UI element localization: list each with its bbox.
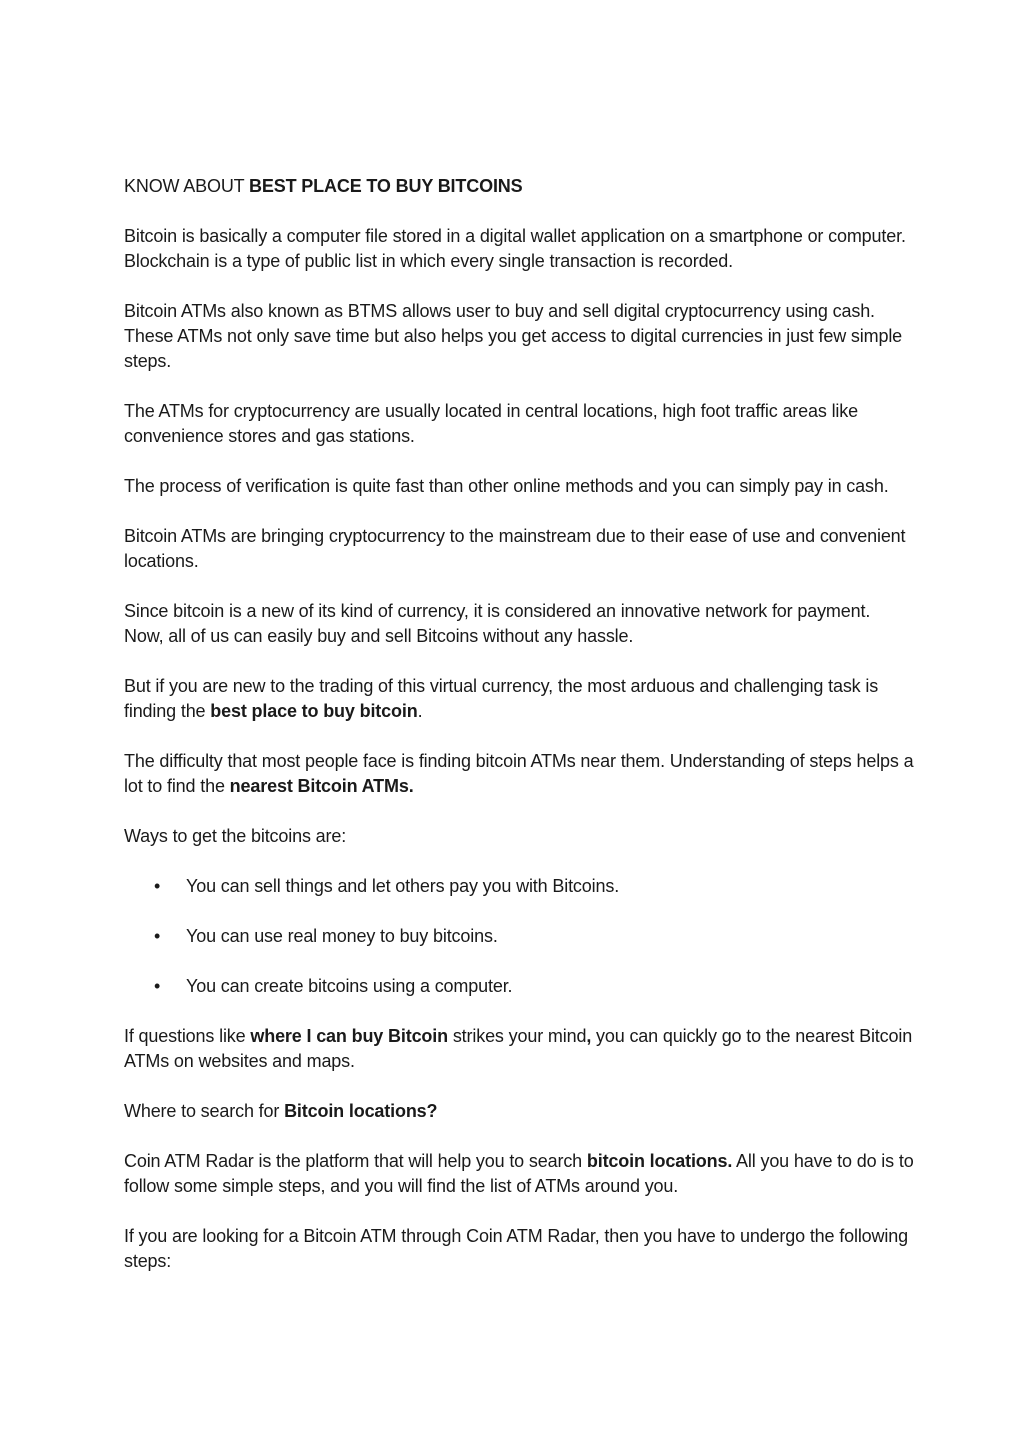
bullet-icon: • <box>154 926 161 946</box>
paragraph-10-bold-comma: , <box>586 1026 592 1046</box>
paragraph-12-end: All you have to do is to follow some simple steps, and you will find the list of ATMs around you. <box>124 1151 914 1196</box>
list-item <box>124 974 914 999</box>
paragraph-8-bold: nearest Bitcoin ATMs. <box>229 776 414 796</box>
paragraph-11 <box>124 1099 914 1124</box>
paragraph-7-end: . <box>417 701 423 721</box>
list-item-text: You can use real money to buy bitcoins. <box>186 926 498 946</box>
heading-prefix: KNOW ABOUT <box>124 176 250 196</box>
paragraph-1: Bitcoin is basically a computer file stored in a digital wallet application on a smartphone or computer. Blockchain is a type of public list in which every single transaction is recorded. <box>124 226 906 271</box>
paragraph-11-text: Where to search for <box>124 1101 285 1121</box>
list-item <box>124 924 914 949</box>
paragraph-6: Since bitcoin is a new of its kind of currency, it is considered an innovative network for payment. Now, all of us can easily buy and sell Bitcoins without any hassle. <box>124 601 871 646</box>
paragraph-12 <box>124 1149 914 1199</box>
paragraph-10-end: you can quickly go to the nearest Bitcoin ATMs on websites and maps. <box>124 1026 913 1071</box>
paragraph-10-bold: where I can buy Bitcoin <box>250 1026 448 1046</box>
paragraph-12-bold: bitcoin locations. <box>586 1151 733 1171</box>
paragraph-2: Bitcoin ATMs also known as BTMS allows user to buy and sell digital cryptocurrency using cash. These ATMs not only save time but also helps you get access to digital currencies in just few simple steps. <box>124 301 903 371</box>
paragraph-5: Bitcoin ATMs are bringing cryptocurrency to the mainstream due to their ease of use and convenient locations. <box>124 526 906 571</box>
heading-bold: BEST PLACE TO BUY BITCOINS <box>249 176 523 196</box>
paragraph-13: If you are looking for a Bitcoin ATM through Coin ATM Radar, then you have to undergo the following steps: <box>124 1226 908 1271</box>
paragraph-11-bold: Bitcoin locations? <box>284 1101 438 1121</box>
bullet-list <box>124 874 914 999</box>
paragraph-7 <box>124 674 914 724</box>
list-item-text: You can sell things and let others pay you with Bitcoins. <box>186 876 620 896</box>
paragraph-10-middle: strikes your mind <box>447 1026 587 1046</box>
paragraph-4: The process of verification is quite fast than other online methods and you can simply pay in cash. <box>124 476 889 496</box>
paragraph-7-bold: best place to buy bitcoin <box>210 701 418 721</box>
paragraph-3: The ATMs for cryptocurrency are usually located in central locations, high foot traffic areas like convenience stores and gas stations. <box>124 401 858 446</box>
paragraph-7-text: But if you are new to the trading of this virtual currency, the most arduous and challenging task is finding the <box>124 676 879 721</box>
paragraph-8 <box>124 749 914 799</box>
paragraph-10 <box>124 1024 914 1074</box>
document-heading <box>124 174 914 199</box>
paragraph-8-text: The difficulty that most people face is finding bitcoin ATMs near them. Understanding of steps helps a lot to find the <box>124 751 914 796</box>
bullet-icon: • <box>154 976 161 996</box>
paragraph-12-text: Coin ATM Radar is the platform that will help you to search <box>124 1151 587 1171</box>
list-item <box>124 874 914 899</box>
list-item-text: You can create bitcoins using a computer. <box>186 976 513 996</box>
bullet-icon: • <box>154 876 161 896</box>
paragraph-9: Ways to get the bitcoins are: <box>124 826 347 846</box>
paragraph-10-text: If questions like <box>124 1026 251 1046</box>
document-body <box>124 174 914 1299</box>
